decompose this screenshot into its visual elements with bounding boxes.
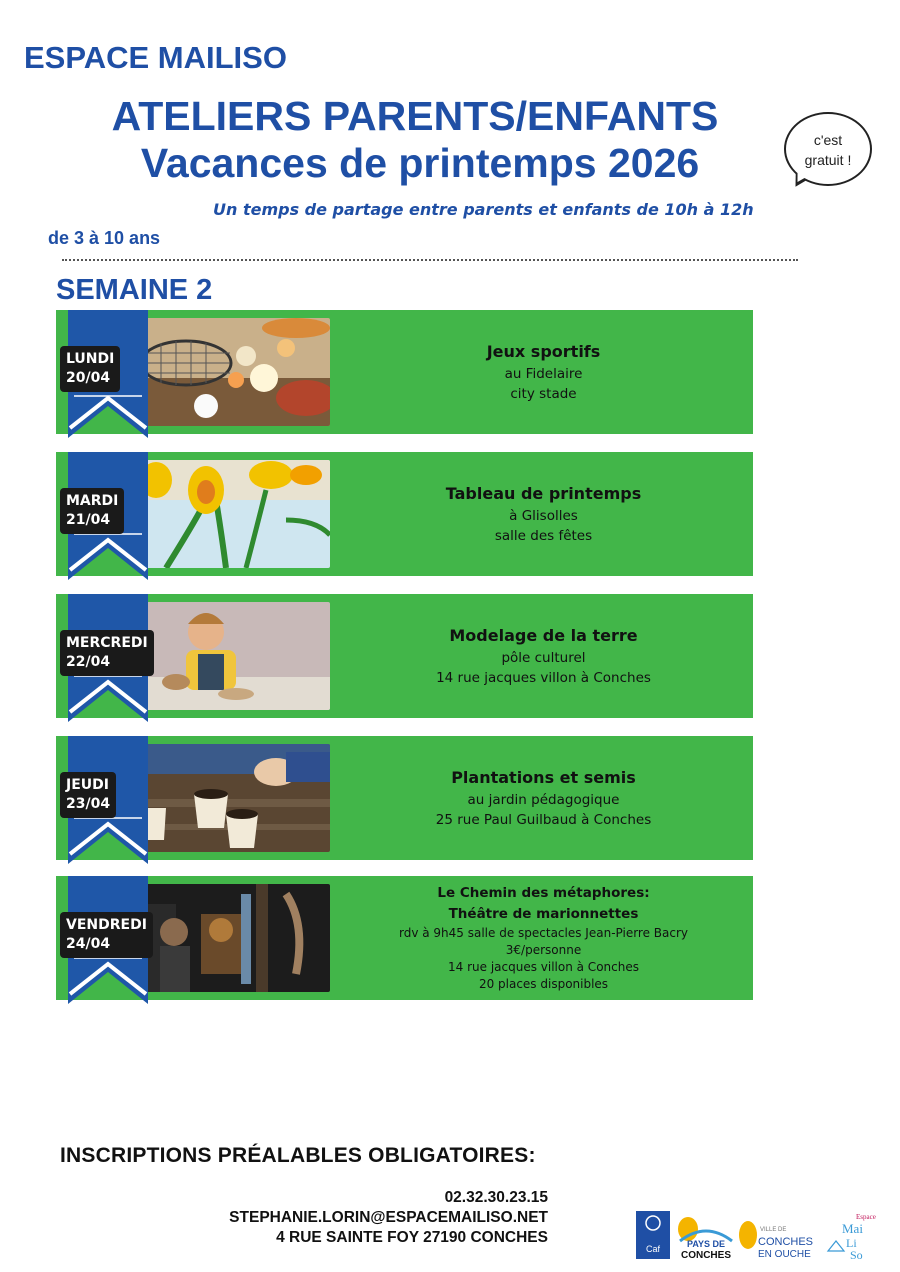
day-date: 22/04	[66, 654, 111, 670]
mailiso-mai: Mai	[842, 1221, 863, 1236]
bubble-text-1: c'est	[813, 132, 843, 148]
ville-logo-line1: CONCHES	[758, 1236, 814, 1248]
day-name: MERCREDI	[66, 635, 148, 651]
activity-price: 3€/personne	[505, 943, 582, 957]
day-date: 24/04	[66, 936, 111, 952]
day-name: MARDI	[66, 493, 119, 509]
activity-address: 25 rue Paul Guilbaud à Conches	[435, 812, 652, 828]
clay-modeling-photo	[146, 602, 330, 710]
activity-meeting: rdv à 9h45 salle de spectacles Jean-Pierre Bacry	[398, 926, 689, 940]
activity-address: 14 rue jacques villon à Conches	[436, 670, 651, 686]
ville-conches-logo	[739, 1221, 813, 1260]
tagline: Un temps de partage entre parents et enfants de 10h à 12h	[213, 200, 754, 219]
sports-equipment-photo	[146, 318, 330, 426]
activity-title: Le Chemin des métaphores:	[437, 885, 650, 901]
puppet-theater-photo	[146, 884, 330, 992]
activity-title: Jeux sportifs	[486, 342, 601, 361]
activity-details	[334, 452, 753, 576]
day-name: VENDREDI	[66, 917, 147, 933]
partner-logos	[636, 1207, 886, 1263]
activity-place: city stade	[510, 386, 577, 402]
activity-details	[334, 876, 753, 1000]
mailiso-so: So	[850, 1248, 863, 1262]
activity-location: pôle culturel	[501, 650, 586, 666]
spring-painting-photo	[146, 460, 330, 568]
day-date: 23/04	[66, 796, 111, 812]
activity-title: Tableau de printemps	[445, 484, 642, 503]
pays-logo-line2: CONCHES	[680, 1250, 732, 1261]
page-title: ATELIERS PARENTS/ENFANTS	[111, 93, 719, 139]
email-address: STEPHANIE.LORIN@ESPACEMAILISO.NET	[229, 1209, 548, 1226]
day-tag	[60, 912, 153, 958]
activity-title: Plantations et semis	[451, 768, 636, 787]
activity-details	[334, 594, 753, 718]
activity-title: Modelage de la terre	[449, 626, 638, 645]
espace-mailiso-logo	[828, 1213, 876, 1262]
phone-number: 02.32.30.23.15	[444, 1189, 548, 1206]
ville-logo-line2: EN OUCHE	[758, 1249, 811, 1260]
activity-row-friday	[56, 876, 753, 1000]
dotted-divider	[62, 259, 798, 261]
pays-de-conches-logo	[678, 1217, 732, 1261]
activity-location: au jardin pédagogique	[467, 792, 620, 808]
page-subtitle: Vacances de printemps 2026	[140, 140, 700, 186]
planting-photo	[146, 744, 330, 852]
day-name: LUNDI	[66, 351, 115, 367]
day-tag	[60, 346, 120, 392]
day-tag	[60, 630, 154, 676]
postal-address: 4 RUE SAINTE FOY 27190 CONCHES	[276, 1229, 548, 1246]
activity-row-monday	[56, 310, 753, 434]
day-tag	[60, 488, 124, 534]
pays-logo-line1: PAYS DE	[686, 1239, 726, 1249]
week-heading: SEMAINE 2	[56, 274, 213, 306]
caf-logo-text: Caf	[645, 1244, 661, 1254]
day-tag	[60, 772, 116, 818]
registration-heading: INSCRIPTIONS PRÉALABLES OBLIGATOIRES:	[60, 1144, 536, 1167]
activity-location: au Fidelaire	[504, 366, 583, 382]
organization-name: ESPACE MAILISO	[24, 40, 287, 75]
activity-details	[334, 736, 753, 860]
activity-subtitle: Théâtre de marionnettes	[448, 906, 639, 922]
activity-row-thursday	[56, 736, 753, 860]
caf-logo	[636, 1211, 670, 1259]
activity-row-wednesday	[56, 594, 753, 718]
day-name: JEUDI	[66, 777, 109, 793]
age-range: de 3 à 10 ans	[48, 228, 161, 248]
day-date: 20/04	[66, 370, 111, 386]
activity-place: salle des fêtes	[494, 528, 593, 544]
mailiso-top-text: Espace	[856, 1213, 876, 1221]
activity-address: 14 rue jacques villon à Conches	[448, 960, 639, 974]
activity-details	[334, 310, 753, 434]
activity-capacity: 20 places disponibles	[478, 977, 609, 991]
activity-row-tuesday	[56, 452, 753, 576]
day-date: 21/04	[66, 512, 111, 528]
bubble-text-2: gratuit !	[804, 152, 852, 168]
mailiso-li: Li	[846, 1236, 857, 1250]
activity-location: à Glisolles	[509, 508, 578, 524]
ville-small-text: VILLE DE	[760, 1227, 787, 1233]
